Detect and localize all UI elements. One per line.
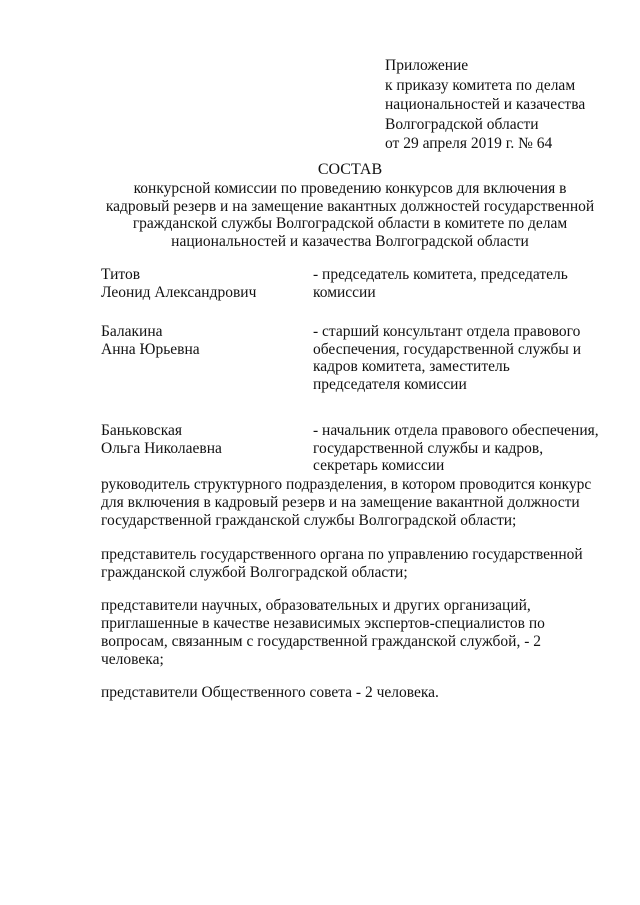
paragraph-line: представители научных, образовательных и других организаций, [101,597,531,614]
appendix-line: Приложение [385,57,469,74]
member-paragraph [101,597,545,669]
member-role [313,422,599,475]
member-role-line: обеспечения, государственной службы и [313,340,581,358]
member-paragraph [101,476,591,530]
member-role-line: секретарь комиссии [313,457,445,474]
member-role [313,266,568,301]
member-name [101,422,222,457]
document-subtitle-line: конкурсной комиссии по проведению конкурсов для включения в [133,180,567,197]
appendix-line: национальностей и казачества [385,96,586,113]
paragraph-line: представитель государственного органа по управлению государственной [101,546,583,563]
member-role-line: государственной службы и кадров, [313,439,544,457]
member-role-line: - председатель комитета, председатель [313,266,568,283]
document-subtitle-line: гражданской службы Волгоградской области в комитете по делам [132,215,568,232]
document-subtitle-line: кадровый резерв и на замещение вакантных должностей государственной [105,197,595,215]
document-title-block [70,160,630,250]
member-role-line: - начальник отдела правового обеспечения, [313,422,599,439]
paragraph-line: для включения в кадровый резерв и на замещение вакантной должности [101,494,580,511]
member-paragraph [101,684,439,702]
member-role [313,323,581,393]
member-paragraph [101,546,583,582]
appendix-line: к приказу комитета по делам [385,76,576,94]
paragraph-line: государственной гражданской службы Волгоградской области; [101,512,517,529]
member-surname: Титов [101,266,141,283]
member-given-names: Анна Юрьевна [101,340,200,358]
paragraph-line: гражданской службой Волгоградской области; [101,564,408,581]
member-given-names: Ольга Николаевна [101,439,222,457]
paragraph-line: вопросам, связанным с государственной гражданской службой, - 2 [101,633,541,650]
document-title: СОСТАВ [317,161,383,178]
member-surname: Баньковская [101,422,183,439]
member-role-line: председателя комиссии [313,375,467,393]
member-role-line: кадров комитета, заместитель [313,358,510,375]
member-surname: Балакина [101,323,163,340]
member-given-names: Леонид Александрович [101,283,257,301]
document-subtitle-line: национальностей и казачества Волгоградской области [171,232,529,250]
member-name [101,266,256,301]
paragraph-line: приглашенные в качестве независимых экспертов-специалистов по [101,615,545,632]
member-role-line: комиссии [313,283,376,301]
paragraph-line: представители Общественного совета - 2 человека. [101,684,439,701]
appendix-date-number: от 29 апреля 2019 г. № 64 [385,135,553,152]
member-role-line: - старший консультант отдела правового [313,323,581,340]
paragraph-line: человека; [101,651,164,668]
paragraph-line: руководитель структурного подразделения, в котором проводится конкурс [101,476,592,493]
appendix-header [385,56,585,154]
member-name [101,323,200,358]
appendix-line: Волгоградской области [385,115,539,133]
